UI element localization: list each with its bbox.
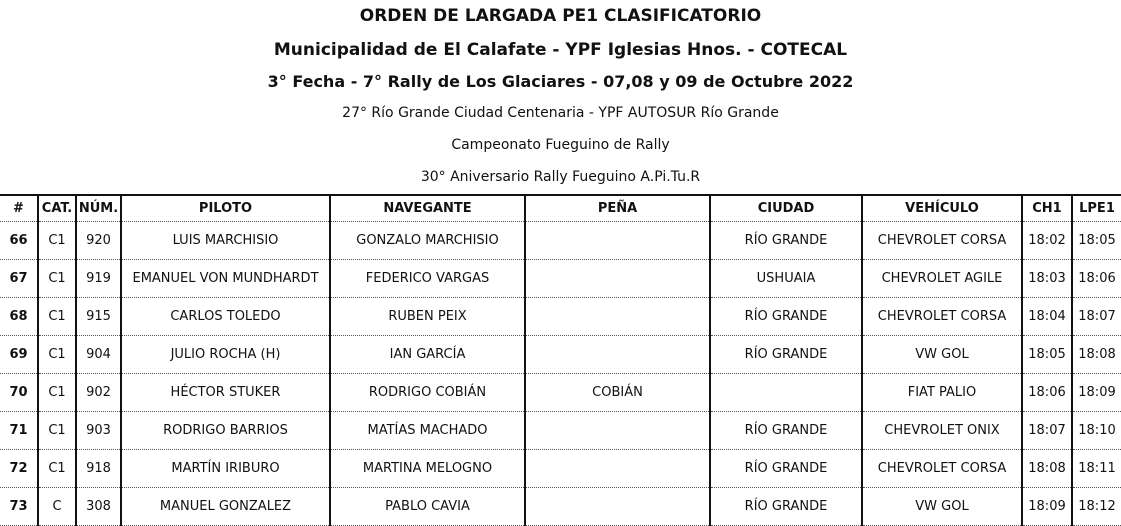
cell-nm: 903 (76, 412, 121, 450)
cell-ciudad: RÍO GRANDE (710, 298, 862, 336)
cell-cat: C1 (38, 336, 76, 374)
cell-vehculo: CHEVROLET ONIX (862, 412, 1022, 450)
cell-piloto: MANUEL GONZALEZ (121, 488, 330, 526)
cell-navegante: RUBEN PEIX (330, 298, 525, 336)
cell-cat: C1 (38, 298, 76, 336)
column-header: VEHÍCULO (862, 195, 1022, 222)
cell-vehculo: CHEVROLET AGILE (862, 260, 1022, 298)
cell-vehculo: VW GOL (862, 336, 1022, 374)
cell-cat: C1 (38, 222, 76, 260)
cell-piloto: MARTÍN IRIBURO (121, 450, 330, 488)
table-row (0, 260, 1121, 298)
cell-#: 72 (0, 450, 38, 488)
cell-ciudad: RÍO GRANDE (710, 450, 862, 488)
cell-cat: C1 (38, 450, 76, 488)
cell-pea (525, 298, 710, 336)
cell-ciudad: RÍO GRANDE (710, 488, 862, 526)
cell-navegante: IAN GARCÍA (330, 336, 525, 374)
column-header: PEÑA (525, 195, 710, 222)
info-line: Campeonato Fueguino de Rally (451, 137, 670, 153)
cell-#: 68 (0, 298, 38, 336)
cell-cat: C (38, 488, 76, 526)
cell-#: 70 (0, 374, 38, 412)
table-row (0, 374, 1121, 412)
cell-ch1: 18:07 (1022, 412, 1072, 450)
cell-ch1: 18:03 (1022, 260, 1072, 298)
cell-vehculo: CHEVROLET CORSA (862, 450, 1022, 488)
cell-nm: 904 (76, 336, 121, 374)
cell-lpe1: 18:10 (1072, 412, 1121, 450)
cell-pea (525, 450, 710, 488)
column-header: LPE1 (1072, 195, 1121, 222)
cell-ch1: 18:02 (1022, 222, 1072, 260)
cell-piloto: CARLOS TOLEDO (121, 298, 330, 336)
cell-lpe1: 18:07 (1072, 298, 1121, 336)
cell-pea (525, 260, 710, 298)
cell-piloto: RODRIGO BARRIOS (121, 412, 330, 450)
cell-lpe1: 18:06 (1072, 260, 1121, 298)
cell-piloto: JULIO ROCHA (H) (121, 336, 330, 374)
cell-piloto: EMANUEL VON MUNDHARDT (121, 260, 330, 298)
cell-navegante: RODRIGO COBIÁN (330, 374, 525, 412)
cell-vehculo: CHEVROLET CORSA (862, 298, 1022, 336)
cell-lpe1: 18:11 (1072, 450, 1121, 488)
cell-navegante: MATÍAS MACHADO (330, 412, 525, 450)
table-row (0, 336, 1121, 374)
cell-navegante: PABLO CAVIA (330, 488, 525, 526)
cell-nm: 919 (76, 260, 121, 298)
cell-navegante: FEDERICO VARGAS (330, 260, 525, 298)
cell-pea (525, 222, 710, 260)
column-header: NAVEGANTE (330, 195, 525, 222)
cell-ch1: 18:09 (1022, 488, 1072, 526)
info-line: 27° Río Grande Ciudad Centenaria - YPF AUTOSUR Río Grande (342, 105, 779, 121)
cell-vehculo: VW GOL (862, 488, 1022, 526)
cell-#: 67 (0, 260, 38, 298)
cell-ch1: 18:04 (1022, 298, 1072, 336)
cell-lpe1: 18:12 (1072, 488, 1121, 526)
cell-ch1: 18:08 (1022, 450, 1072, 488)
cell-cat: C1 (38, 374, 76, 412)
cell-nm: 920 (76, 222, 121, 260)
cell-piloto: LUIS MARCHISIO (121, 222, 330, 260)
cell-ciudad (710, 374, 862, 412)
table-row (0, 450, 1121, 488)
column-header: CAT. (38, 195, 76, 222)
event-info: 3° Fecha - 7° Rally de Los Glaciares - 07,08 y 09 de Octubre 2022 (267, 72, 854, 91)
cell-ch1: 18:05 (1022, 336, 1072, 374)
cell-lpe1: 18:05 (1072, 222, 1121, 260)
info-line: 30° Aniversario Rally Fueguino A.Pi.Tu.R (420, 169, 701, 185)
cell-#: 69 (0, 336, 38, 374)
cell-ciudad: RÍO GRANDE (710, 222, 862, 260)
cell-ciudad: USHUAIA (710, 260, 862, 298)
start-order-table (0, 194, 1121, 526)
cell-nm: 918 (76, 450, 121, 488)
table-row (0, 488, 1121, 526)
column-header: CIUDAD (710, 195, 862, 222)
cell-lpe1: 18:09 (1072, 374, 1121, 412)
cell-lpe1: 18:08 (1072, 336, 1121, 374)
cell-nm: 308 (76, 488, 121, 526)
cell-pea (525, 412, 710, 450)
cell-pea (525, 336, 710, 374)
cell-ciudad: RÍO GRANDE (710, 412, 862, 450)
document-subtitle: Municipalidad de El Calafate - YPF Iglesias Hnos. - COTECAL (273, 40, 848, 60)
cell-pea (525, 488, 710, 526)
table-row (0, 412, 1121, 450)
cell-nm: 902 (76, 374, 121, 412)
column-header: NÚM. (76, 195, 121, 222)
cell-#: 66 (0, 222, 38, 260)
column-header: PILOTO (121, 195, 330, 222)
document-title: ORDEN DE LARGADA PE1 CLASIFICATORIO (359, 6, 762, 26)
table-row (0, 222, 1121, 260)
cell-vehculo: CHEVROLET CORSA (862, 222, 1022, 260)
column-header: # (0, 195, 38, 222)
table-header (0, 195, 1121, 222)
cell-ch1: 18:06 (1022, 374, 1072, 412)
table-row (0, 298, 1121, 336)
cell-cat: C1 (38, 412, 76, 450)
cell-vehculo: FIAT PALIO (862, 374, 1022, 412)
cell-piloto: HÉCTOR STUKER (121, 374, 330, 412)
cell-nm: 915 (76, 298, 121, 336)
cell-pea: COBIÁN (525, 374, 710, 412)
cell-#: 71 (0, 412, 38, 450)
cell-cat: C1 (38, 260, 76, 298)
cell-navegante: GONZALO MARCHISIO (330, 222, 525, 260)
column-header: CH1 (1022, 195, 1072, 222)
cell-navegante: MARTINA MELOGNO (330, 450, 525, 488)
cell-ciudad: RÍO GRANDE (710, 336, 862, 374)
cell-#: 73 (0, 488, 38, 526)
